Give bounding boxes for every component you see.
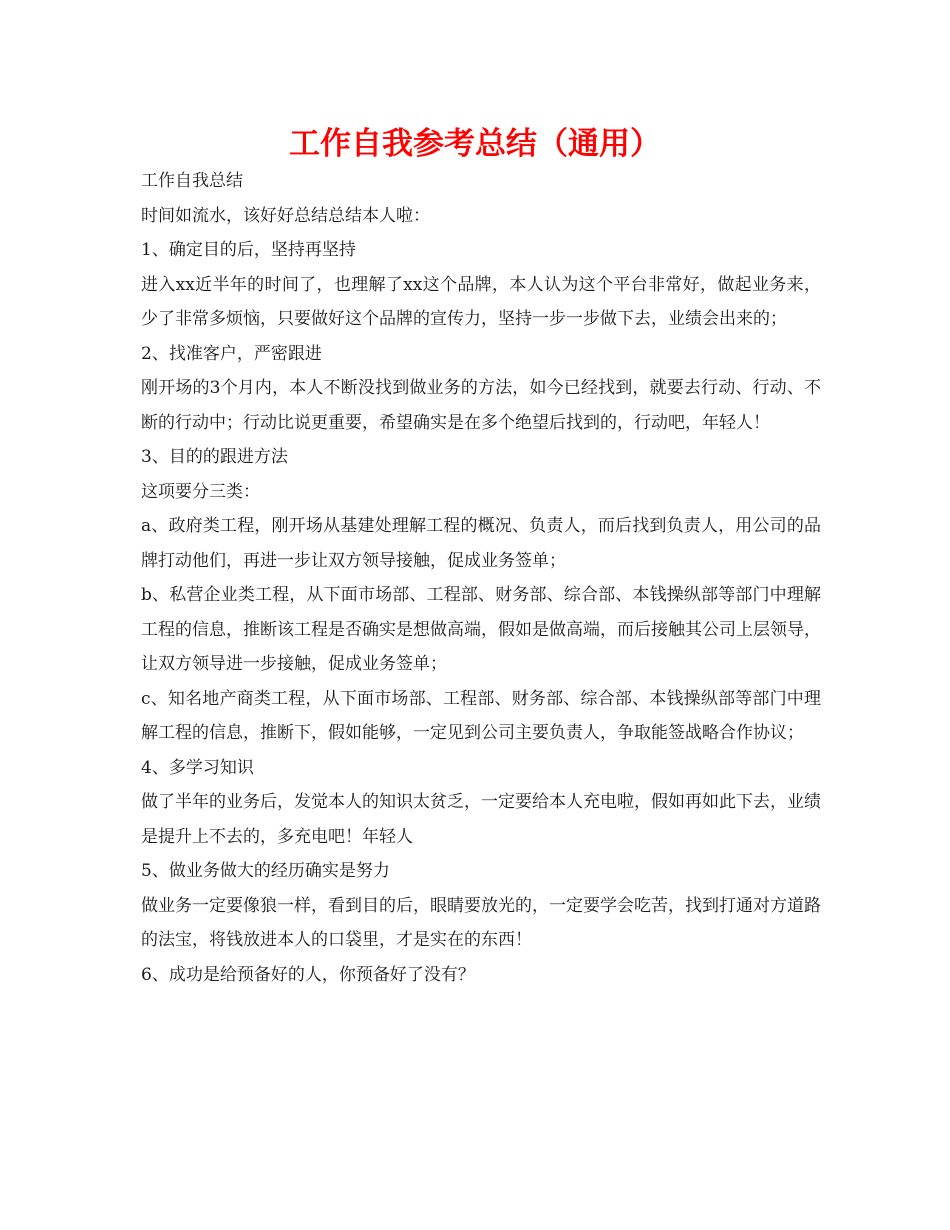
section-heading-5: 5、做业务做大的经历确实是努力 <box>141 861 390 881</box>
document-title: 工作自我参考总结（通用） <box>289 126 661 162</box>
paragraph-section-5: 做业务一定要像狼一样，看到目的后，眼睛要放光的，一定要学会吃苦，找到打通对方道路的法宝，将钱放进本人的口袋里，才是实在的东西！ <box>141 895 821 950</box>
paragraph-section-3-a: a、政府类工程，刚开场从基建处理解工程的概况、负责人，而后找到负责人，用公司的品牌打动他们，再进一步让双方领导接触，促成业务签单； <box>141 516 821 571</box>
section-heading-3: 3、目的的跟进方法 <box>141 447 288 467</box>
paragraph-section-3-intro: 这项要分三类： <box>141 481 260 502</box>
paragraph-section-3-c: c、知名地产商类工程，从下面市场部、工程部、财务部、综合部、本钱操纵部等部门中理解工程的信息，推断下，假如能够，一定见到公司主要负责人，争取能签战略合作协议； <box>141 688 821 743</box>
paragraph-intro: 时间如流水，该好好总结总结本人啦： <box>141 205 430 226</box>
section-heading-2: 2、找准客户，严密跟进 <box>141 343 322 364</box>
paragraph-section-1: 进入xx近半年的时间了，也理解了xx这个品牌，本人认为这个平台非常好，做起业务来，少了非常多烦恼，只要做好这个品牌的宣传力，坚持一步一步做下去，业绩会出来的； <box>141 274 821 329</box>
paragraph-subtitle: 工作自我总结 <box>141 171 243 191</box>
paragraph-section-2: 刚开场的3个月内，本人不断没找到做业务的方法，如今已经找到，就要去行动、行动、不断的行动中；行动比说更重要，希望确实是在多个绝望后找到的，行动吧，年轻人！ <box>141 378 821 433</box>
document-body <box>141 164 821 992</box>
paragraph-section-3-b: b、私营企业类工程，从下面市场部、工程部、财务部、综合部、本钱操纵部等部门中理解工程的信息，推断该工程是否确实是想做高端，假如是做高端，而后接触其公司上层领导，让双方领导进一步接触，促成业务签单； <box>141 585 821 674</box>
section-heading-4: 4、多学习知识 <box>141 757 254 778</box>
section-heading-1: 1、确定目的后，坚持再坚持 <box>141 240 356 260</box>
section-heading-6: 6、成功是给预备好的人，你预备好了没有？ <box>141 964 475 985</box>
paragraph-section-4: 做了半年的业务后，发觉本人的知识太贫乏，一定要给本人充电啦，假如再如此下去，业绩是提升上不去的，多充电吧！年轻人 <box>141 792 821 847</box>
